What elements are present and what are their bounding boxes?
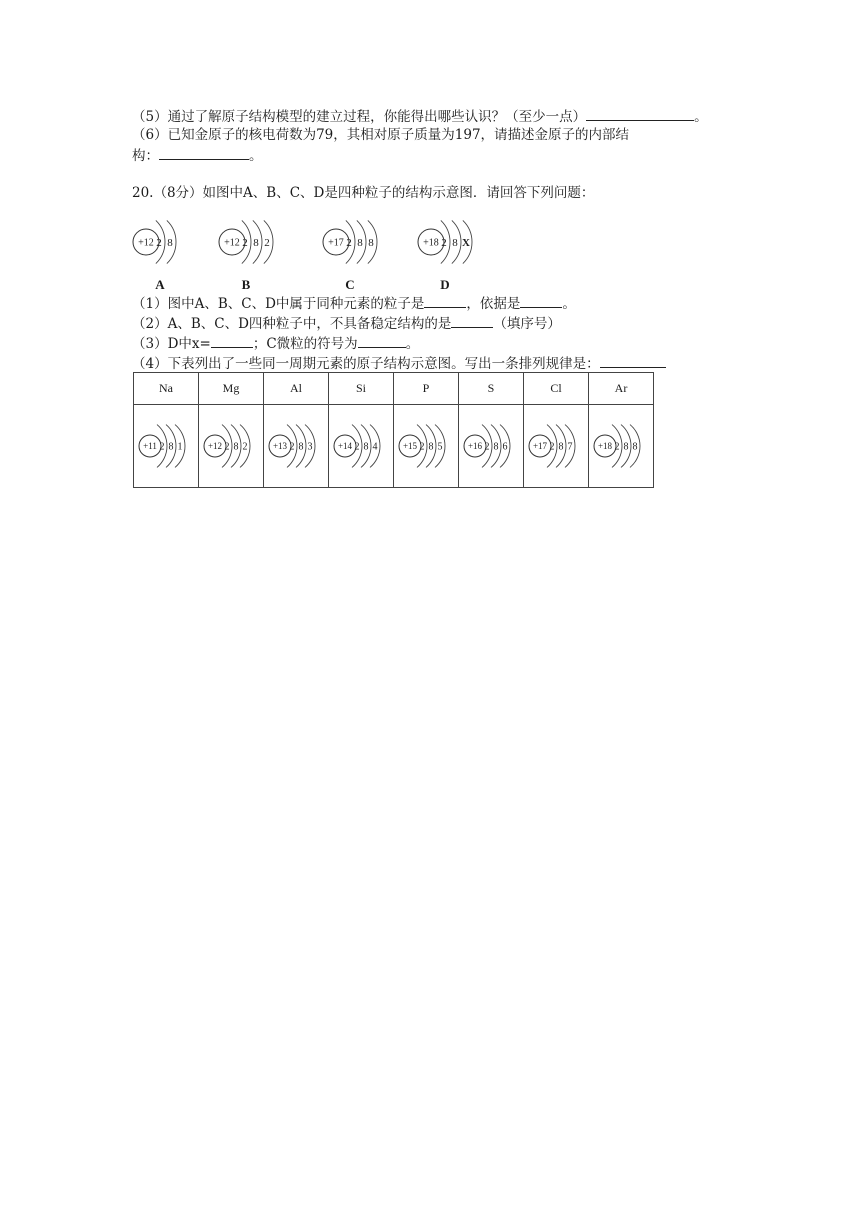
element-diagram-cell (134, 405, 199, 488)
electron-count: 8 (558, 441, 564, 453)
element-diagram-cell (199, 405, 264, 488)
electron-count: 2 (549, 441, 555, 453)
element-symbol-cell: Al (264, 373, 329, 405)
particle-label: C (345, 277, 355, 292)
electron-count: 8 (168, 441, 174, 453)
particle-c (322, 204, 402, 284)
atom-structure-diagram (590, 407, 652, 485)
electron-count: 8 (428, 441, 434, 453)
electron-count: 2 (289, 441, 295, 453)
nucleus-charge: +13 (272, 441, 288, 452)
electron-count: 2 (484, 441, 490, 453)
atom-structure-diagram (460, 407, 522, 485)
element-symbol-cell: Mg (199, 373, 264, 405)
electron-count: 8 (623, 441, 629, 453)
electron-count: 2 (419, 441, 425, 453)
element-diagram-cell (264, 405, 329, 488)
q20-sub4: （4）下表列出了一些同一周期元素的原子结构示意图。写出一条排列规律是： (132, 353, 666, 373)
particle-a (132, 204, 212, 284)
element-symbol-cell: S (459, 373, 524, 405)
electron-count: 8 (493, 441, 499, 453)
element-symbol-cell: Si (329, 373, 394, 405)
atom-structure-diagram (265, 407, 327, 485)
atom-structure-diagram (395, 407, 457, 485)
answer-blank[interactable] (358, 333, 406, 348)
atom-structure-diagram (132, 204, 212, 280)
answer-blank[interactable] (424, 293, 466, 308)
atom-structure-diagram (525, 407, 587, 485)
nucleus-charge: +12 (207, 441, 223, 452)
nucleus-charge: +18 (423, 237, 439, 249)
electron-count: X (461, 236, 470, 249)
q20-sub3: （3）D中x= ；C微粒的符号为 。 (132, 333, 419, 353)
electron-count: 2 (264, 236, 270, 249)
element-diagram-cell (459, 405, 524, 488)
electron-count: 4 (372, 441, 378, 453)
element-diagram-cell (524, 405, 589, 488)
electron-count: 2 (224, 441, 230, 453)
electron-count: 6 (502, 441, 508, 453)
electron-count: 5 (437, 441, 443, 453)
answer-blank[interactable] (586, 106, 694, 121)
electron-count: 8 (298, 441, 304, 453)
electron-count: 3 (307, 441, 313, 453)
electron-count: 8 (233, 441, 239, 453)
particle-label: B (241, 277, 251, 292)
element-diagram-cell (394, 405, 459, 488)
nucleus-charge: +12 (138, 237, 154, 249)
electron-count: 7 (567, 441, 573, 453)
electron-count: 8 (632, 441, 638, 453)
electron-count: 8 (167, 236, 173, 249)
atom-structure-diagram (218, 204, 298, 280)
electron-count: 1 (177, 441, 183, 453)
answer-blank[interactable] (159, 145, 249, 160)
electron-count: 2 (156, 236, 162, 249)
element-symbol-cell: Na (134, 373, 199, 405)
answer-blank[interactable] (211, 333, 253, 348)
electron-count: 2 (159, 441, 165, 453)
element-symbol-cell: Cl (524, 373, 589, 405)
answer-blank[interactable] (520, 293, 562, 308)
atom-structure-diagram (330, 407, 392, 485)
electron-count: 8 (357, 236, 363, 249)
period-table (133, 372, 654, 488)
answer-blank[interactable] (600, 353, 666, 368)
nucleus-charge: +17 (532, 441, 548, 452)
period-table-diagram-row (134, 405, 654, 488)
electron-count: 2 (242, 236, 248, 249)
answer-blank[interactable] (451, 313, 493, 328)
nucleus-charge: +15 (402, 441, 418, 452)
electron-count: 8 (452, 236, 458, 249)
atom-structure-diagram (135, 407, 197, 485)
q20-sub2: （2）A、B、C、D四种粒子中，不具备稳定结构的是 （填序号） (132, 313, 561, 333)
nucleus-charge: +18 (597, 441, 613, 452)
electron-count: 8 (253, 236, 259, 249)
nucleus-charge: +16 (467, 441, 483, 452)
q19-item5: （5）通过了解原子结构模型的建立过程，你能得出哪些认识？（至少一点） 。 (132, 106, 708, 126)
q19-item6-line2: 构： 。 (132, 145, 263, 165)
element-symbol-cell: P (394, 373, 459, 405)
particle-d (417, 204, 497, 284)
particle-label: D (440, 277, 450, 292)
particle-label: A (155, 277, 165, 292)
q19-item6-line1: （6）已知金原子的核电荷数为79，其相对原子质量为197，请描述金原子的内部结 (132, 127, 630, 143)
nucleus-charge: +12 (224, 237, 240, 249)
atom-structure-diagram (322, 204, 402, 280)
nucleus-charge: +11 (143, 441, 157, 452)
element-diagram-cell (329, 405, 394, 488)
element-symbol-cell: Ar (589, 373, 654, 405)
q20-sub1: （1）图中A、B、C、D中属于同种元素的粒子是 ，依据是 。 (132, 293, 576, 313)
electron-count: 2 (242, 441, 248, 453)
atom-structure-diagram (417, 204, 497, 280)
particle-b (218, 204, 298, 284)
nucleus-charge: +17 (328, 237, 344, 249)
electron-count: 2 (614, 441, 620, 453)
electron-count: 8 (363, 441, 369, 453)
period-table-header-row (134, 373, 654, 405)
element-diagram-cell (589, 405, 654, 488)
electron-count: 2 (354, 441, 360, 453)
q20-title: 20.（8分）如图中A、B、C、D是四种粒子的结构示意图．请回答下列问题： (132, 185, 595, 201)
electron-count: 8 (368, 236, 374, 249)
nucleus-charge: +14 (337, 441, 353, 452)
electron-count: 2 (346, 236, 352, 249)
electron-count: 2 (441, 236, 447, 249)
atom-structure-diagram (200, 407, 262, 485)
